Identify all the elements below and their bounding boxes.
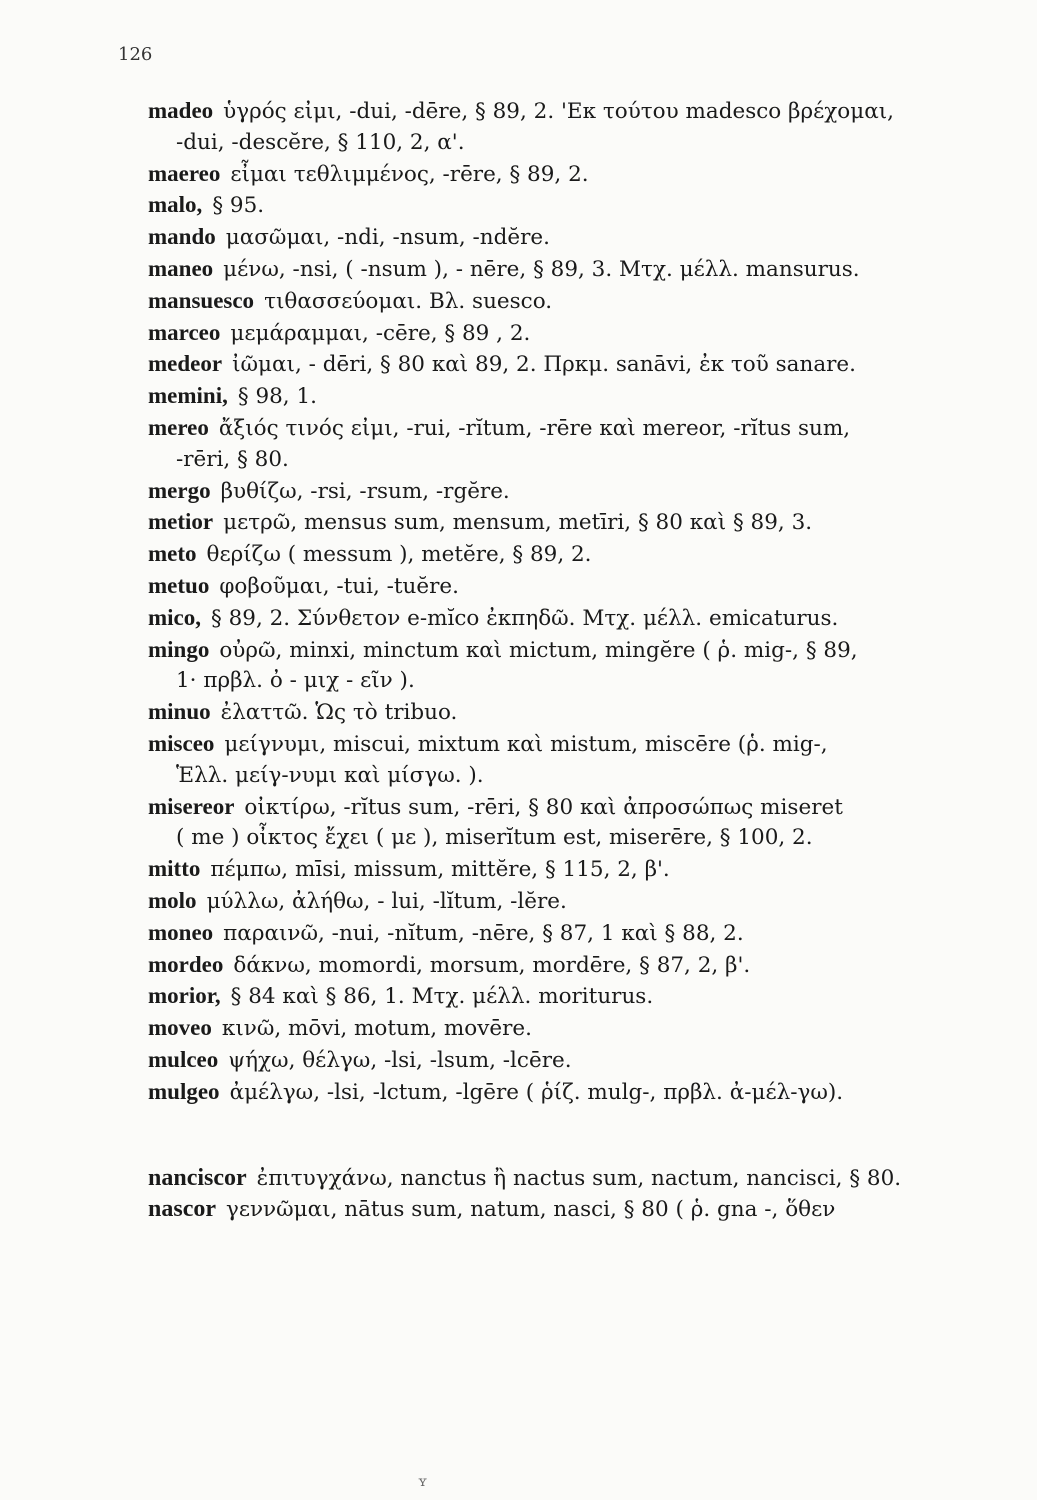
entry-line [148, 318, 993, 350]
entries-n-section [148, 1163, 993, 1227]
entry-definition: ἰῶμαι, - dēri, § 80 καὶ 89, 2. Πρκμ. sanāvi, ἐκ τοῦ sanare. [232, 352, 856, 378]
dictionary-entry [148, 918, 993, 950]
dictionary-entry [148, 318, 993, 350]
entry-line [148, 981, 993, 1013]
entry-definition: βυθίζω, -rsi, -rsum, -rgĕre. [220, 478, 510, 504]
entry-headword: mulgeo [148, 1078, 220, 1104]
entry-headword: moneo [148, 919, 214, 945]
entry-definition: γεννῶμαι, nātus sum, natum, nasci, § 80 ( ῥ. gna -, ὅθεν [226, 1197, 836, 1223]
entry-headword: memini, [148, 383, 228, 409]
entry-definition: § 98, 1. [237, 384, 317, 410]
entry-headword: mergo [148, 477, 211, 503]
dictionary-entry [148, 159, 993, 191]
entry-definition: τιθασσεύομαι. Βλ. suesco. [264, 288, 553, 314]
dictionary-entry [148, 539, 993, 571]
dictionary-entry [148, 286, 993, 318]
entry-line [148, 254, 993, 286]
entry-definition: -dui, -descĕre, § 110, 2, α'. [176, 129, 465, 155]
dictionary-entry [148, 1194, 993, 1226]
entry-line [148, 666, 993, 697]
entry-headword: minuo [148, 699, 211, 725]
dictionary-entry [148, 603, 993, 635]
entry-definition: μείγνυμι, miscui, mixtum καὶ mistum, miscēre (ῥ. mig-, [224, 731, 828, 757]
entry-line [148, 445, 993, 476]
entry-definition: ἐπιτυγχάνω, nanctus ἢ nactus sum, nactum, nancisci, § 80. [256, 1165, 902, 1191]
entry-line [148, 950, 993, 982]
dictionary-entry [148, 190, 993, 222]
entry-headword: mereo [148, 414, 209, 440]
dictionary-entry [148, 886, 993, 918]
dictionary-entry [148, 381, 993, 413]
entry-headword: nanciscor [148, 1164, 247, 1191]
entry-line [148, 854, 993, 886]
entry-headword: maneo [148, 255, 214, 281]
entry-definition: μετρῶ, mensus sum, mensum, metīri, § 80 καὶ § 89, 3. [223, 510, 813, 536]
entry-headword: molo [148, 887, 197, 913]
entry-line [148, 729, 993, 761]
entries-m-section [148, 96, 993, 1109]
entry-definition: § 84 καὶ § 86, 1. Μτχ. μέλλ. moriturus. [230, 984, 654, 1010]
dictionary-entry [148, 854, 993, 886]
entry-definition: μύλλω, ἀλήθω, - lui, -lĭtum, -lĕre. [206, 888, 567, 914]
entry-headword: maereo [148, 160, 221, 186]
dictionary-entry [148, 507, 993, 539]
entry-headword: malo, [148, 192, 203, 218]
entry-line [148, 476, 993, 508]
dictionary-entry [148, 254, 993, 286]
entry-line [148, 381, 993, 413]
dictionary-entry [148, 1077, 993, 1109]
entry-definition: § 95. [212, 193, 265, 219]
entry-headword: metuo [148, 572, 210, 598]
page-number: 126 [118, 44, 153, 65]
entry-line [148, 286, 993, 318]
entry-definition: ( me ) οἶκτος ἔχει ( με ), miserĭtum est, miserēre, § 100, 2. [176, 825, 813, 851]
entry-definition: 1· πρβλ. ὀ - μιχ - εῖν ). [176, 668, 415, 694]
entry-line [148, 918, 993, 950]
entry-definition: ψήχω, θέλγω, -lsi, -lsum, -lcēre. [228, 1047, 572, 1073]
entry-headword: mansuesco [148, 287, 255, 313]
entry-line [148, 1194, 993, 1226]
dictionary-entry [148, 349, 993, 381]
entry-headword: moveo [148, 1015, 212, 1041]
entry-line [148, 96, 993, 128]
entry-definition: οἰκτίρω, -rĭtus sum, -rēri, § 80 καὶ ἀπροσώπως miseret [244, 794, 843, 820]
entry-definition: δάκνω, momordi, morsum, mordēre, § 87, 2, β'. [233, 952, 751, 978]
entry-line [148, 1013, 993, 1045]
dictionary-entry [148, 792, 993, 855]
dictionary-entry [148, 476, 993, 508]
entry-headword: mordeo [148, 951, 224, 977]
entry-headword: mulceo [148, 1046, 219, 1072]
entry-definition: ἄξιός τινός εἰμι, -rui, -rĭtum, -rēre καὶ mereor, -rĭtus sum, [218, 415, 851, 441]
entry-headword: nascor [148, 1196, 216, 1223]
entry-line [148, 1045, 993, 1077]
dictionary-entries [148, 96, 993, 1226]
dictionary-entry [148, 1013, 993, 1045]
entry-line [148, 886, 993, 918]
entry-definition: πέμπω, mīsi, missum, mittĕre, § 115, 2, β'. [210, 857, 670, 883]
entry-definition: μασῶμαι, -ndi, -nsum, -ndĕre. [225, 225, 550, 251]
entry-line [148, 349, 993, 381]
stray-mark: ʏ [418, 1474, 428, 1490]
entry-headword: madeo [148, 98, 214, 123]
entry-line [148, 413, 993, 445]
dictionary-entry [148, 950, 993, 982]
entry-headword: mingo [148, 636, 210, 662]
entry-headword: medeor [148, 351, 223, 377]
entry-definition: ἀμέλγω, -lsi, -lctum, -lgēre ( ῥίζ. mulg-, πρβλ. ἀ-μέλ-γω). [229, 1079, 844, 1105]
entry-definition: θερίζω ( messum ), metĕre, § 89, 2. [206, 542, 592, 568]
entry-definition: εἶμαι τεθλιμμένος, -rēre, § 89, 2. [230, 161, 589, 187]
entry-line [148, 697, 993, 729]
entry-definition: § 89, 2. Σύνθετον e-mĭco ἐκπηδῶ. Μτχ. μέλλ. emicaturus. [211, 605, 839, 631]
entry-line [148, 222, 993, 254]
entry-definition: φοβοῦμαι, -tui, -tuĕre. [219, 573, 459, 599]
entry-line [148, 823, 993, 854]
entry-headword: mando [148, 224, 216, 250]
entry-line [148, 190, 993, 222]
entry-definition: -rēri, § 80. [176, 446, 289, 472]
entry-line [148, 1077, 993, 1109]
dictionary-entry [148, 697, 993, 729]
entry-definition: μένω, -nsi, ( -nsum ), - nēre, § 89, 3. Μτχ. μέλλ. mansurus. [223, 256, 860, 282]
entry-line [148, 128, 993, 159]
entry-definition: Ἑλλ. μείγ-νυμι καὶ μίσγω. ). [176, 762, 484, 788]
entry-line [148, 603, 993, 635]
dictionary-entry [148, 96, 993, 159]
entry-line [148, 635, 993, 667]
entry-line [148, 539, 993, 571]
entry-headword: misereor [148, 793, 235, 819]
entry-headword: metior [148, 509, 214, 535]
entry-line [148, 761, 993, 792]
dictionary-entry [148, 571, 993, 603]
entry-definition: κινῶ, mōvi, motum, movēre. [221, 1016, 532, 1042]
entry-headword: meto [148, 541, 197, 567]
dictionary-entry [148, 413, 993, 476]
dictionary-entry [148, 729, 993, 792]
entry-line [148, 507, 993, 539]
dictionary-entry [148, 222, 993, 254]
entry-line [148, 1163, 993, 1195]
entry-definition: ἐλαττῶ. Ὡς τὸ tribuo. [220, 700, 458, 726]
dictionary-entry [148, 1045, 993, 1077]
dictionary-entry [148, 1163, 993, 1195]
entry-definition: ὑγρός εἰμι, -dui, -dēre, § 89, 2. 'Εκ τούτου madesco βρέχομαι, [223, 99, 894, 124]
entry-headword: mico, [148, 604, 202, 630]
entry-headword: misceo [148, 730, 215, 756]
entry-line [148, 792, 993, 824]
entry-headword: morior, [148, 983, 221, 1009]
dictionary-entry [148, 635, 993, 698]
entry-headword: marceo [148, 319, 221, 345]
dictionary-entry [148, 981, 993, 1013]
entry-definition: μεμάραμμαι, -cēre, § 89 , 2. [230, 320, 531, 346]
entry-definition: παραινῶ, -nui, -nĭtum, -nēre, § 87, 1 καὶ § 88, 2. [223, 920, 744, 946]
entry-definition: οὐρῶ, minxi, minctum καὶ mictum, mingĕre ( ῥ. mig-, § 89, [219, 637, 858, 663]
section-gap [148, 1109, 993, 1163]
entry-line [148, 571, 993, 603]
entry-headword: mitto [148, 856, 201, 882]
entry-line [148, 159, 993, 191]
